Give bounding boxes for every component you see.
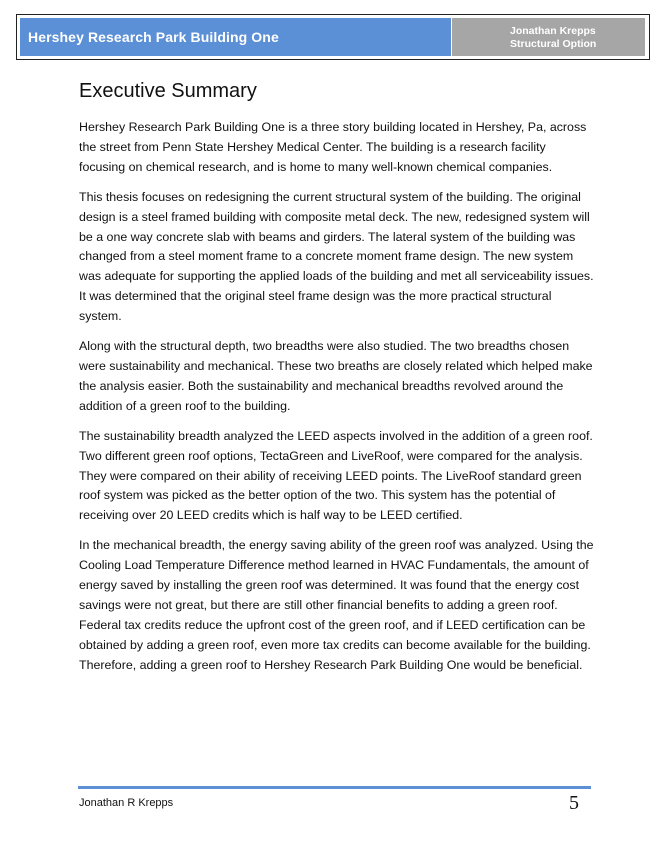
footer-divider xyxy=(78,786,591,789)
header-author-box xyxy=(452,18,645,56)
paragraph: This thesis focuses on redesigning the current structural system of the building. The original design is a steel framed building with composite metal deck. The new, redesigned system will be a one way concrete slab with beams and girders. The lateral system of the building was changed from a steel moment frame to a concrete moment frame design. The new system was adequate for supporting the applied loads of the building and met all serviceability issues. It was determined that the original steel frame design was the more practical structural system. xyxy=(79,189,594,324)
header-title-bar xyxy=(20,18,451,56)
paragraph: Along with the structural depth, two breadths were also studied. The two breadths chosen were sustainability and mechanical. These two breaths are closely related which helped make the analysis easier. Both the sustainability and mechanical breadths revolved around the addition of a green roof to the building. xyxy=(79,339,593,413)
page-header xyxy=(16,14,650,60)
paragraph: In the mechanical breadth, the energy saving ability of the green roof was analyzed. Using the Cooling Load Temperature Difference method learned in HVAC Fundamentals, the amount of energy saved by installing the green roof was determined. It was found that the energy cost savings were not great, but there are still other financial benefits to adding a green roof. Federal tax credits reduce the upfront cost of the green roof, and if LEED certification can be obtained by adding a green roof, even more tax credits can become available for the building. Therefore, adding a green roof to Hershey Research Park Building One would be beneficial. xyxy=(79,538,594,672)
header-title: Hershey Research Park Building One xyxy=(28,29,279,45)
header-author xyxy=(510,25,596,51)
section-heading: Executive Summary xyxy=(79,80,257,102)
page-number: 5 xyxy=(569,792,579,814)
document-body xyxy=(79,78,594,686)
header-author-name: Jonathan Krepps xyxy=(510,25,596,37)
footer-author: Jonathan R Krepps xyxy=(79,797,174,809)
paragraph: Hershey Research Park Building One is a three story building located in Hershey, Pa, across the street from Penn State Hershey Medical Center. The building is a research facility focusing on chemical research, and is home to many well-known chemical companies. xyxy=(79,120,587,174)
header-author-option: Structural Option xyxy=(510,38,597,50)
paragraph: The sustainability breadth analyzed the LEED aspects involved in the addition of a green roof. Two different green roof options, TectaGreen and LiveRoof, were compared for the analysis. They were compared on their ability of receiving LEED points. The LiveRoof standard green roof system was picked as the better option of the two. This system has the potential of receiving over 20 LEED credits which is half way to be LEED certified. xyxy=(79,428,593,523)
